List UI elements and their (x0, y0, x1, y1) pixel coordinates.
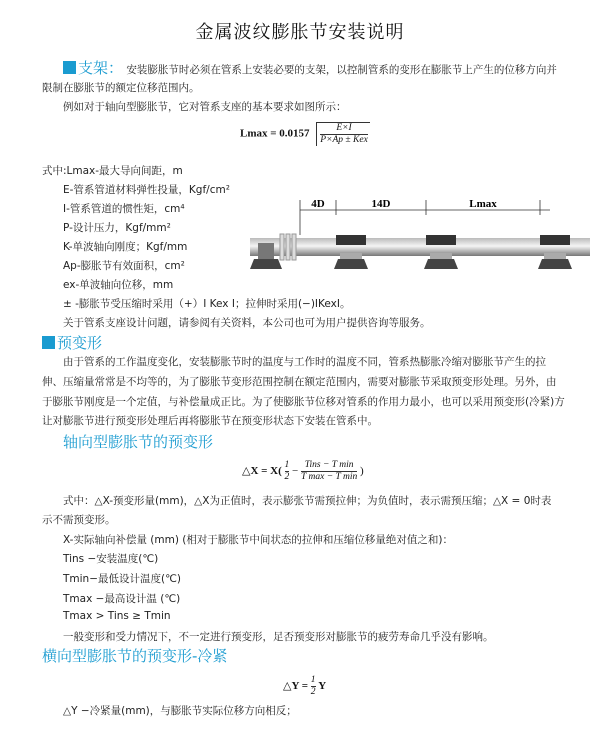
fixed-support (258, 243, 274, 259)
def-line: ex-单波轴向位移，mm (63, 279, 174, 291)
support-heading: 支架： (63, 59, 123, 77)
dim-label-lmax: Lmax (469, 198, 497, 210)
def-line: △Y −冷紧量(mm)，与膨胀节实际位移方向相反； (63, 705, 297, 717)
def-line: I-管系管道的惯性矩，cm⁴ (63, 203, 185, 215)
paragraph-text: 限制在膨胀节的额定位移范围内。 (42, 82, 200, 94)
def-line: Tmin−最低设计温度(℃) (63, 573, 181, 585)
dim-label-14d: 14D (371, 198, 391, 210)
page-title: 金属波纹膨胀节安装说明 (195, 22, 405, 43)
square-bullet-icon (63, 61, 76, 74)
def-line: 关于管系支座设计问题，请参阅有关资料，本公司也可为用户提供咨询等服务。 (63, 317, 431, 329)
paragraph-text: 由于管系的工作温度变化，安装膨胀节时的温度与工作时的温度不同，管系热膨胀冷缩对膨胀节产生的拉 (63, 356, 546, 368)
lateral-heading: 横向型膨胀节的预变形-冷紧 (42, 647, 228, 665)
def-line: Ap-膨胀节有效面积，cm² (63, 260, 185, 272)
square-bullet-icon (42, 336, 55, 349)
axial-heading: 轴向型膨胀节的预变形 (63, 433, 214, 451)
support-section (63, 57, 557, 78)
def-line: Tmax > Tins ≥ Tmin (63, 610, 171, 622)
def-line: Tins −安装温度(℃) (63, 553, 159, 565)
def-line: X-实际轴向补偿量 (mm) (相对于膨胀节中间状态的拉伸和压缩位移量绝对值之和)： (63, 534, 453, 546)
support-base (250, 259, 282, 269)
def-line: 一般变形和受力情况下，不一定进行预变形，足否预变形对膨胀节的疲劳寿命几乎没有影响。 (63, 631, 494, 643)
pipe (250, 238, 590, 256)
def-line: K-单波轴向刚度；Kgf/mm (63, 241, 188, 253)
dimension-lines (300, 200, 550, 235)
def-line: ± -膨胀节受压缩时采用（+）I Kex I；拉伸时采用(−)IKexI。 (63, 298, 351, 310)
dim-label-4d: 4D (311, 198, 325, 210)
paragraph-text: 例如对于轴向型膨胀节，它对管系支座的基本要求如图所示： (63, 101, 347, 113)
bellows (280, 234, 296, 260)
paragraph-text: 安装膨胀节时必须在管系上安装必要的支架，以控制管系的变形在膨胀节上产生的位移方向并 (126, 64, 557, 76)
pipe-support-diagram (250, 195, 590, 275)
def-line: E-管系管道材料弹性投量，Kgf/cm² (63, 184, 230, 196)
lmax-formula: Lmax = 0.0157 $\frac{E\times I}{\text{P×Ap ± Kex}}$ (240, 123, 368, 145)
def-line: P-设计压力，Kgf/mm² (63, 222, 171, 234)
paragraph-text: 让对膨胀节进行预变形处理后再将膨胀节在预变形状态下安装在管系中。 (42, 415, 378, 427)
delta-y-formula: △Y = $\frac{1}{2}$ Y (283, 675, 327, 697)
paragraph-text: 伸、压缩量常常是不均等的，为了膨胀节变形范围控制在额定范围内，需要对膨胀节采取预变形处理。另外，由 (42, 376, 557, 388)
def-line: 式中：△X-预变形量(mm)，△X为正值时，表示膨张节需预拉伸；为负值时，表示需预压缩；△X = 0时表 (63, 495, 552, 507)
paragraph-text: 于膨胀节刚度是一个定值，与补偿量成正比。为了使膨胀节位移对管系的作用力最小，也可以采用预变形(冷紧)方 (42, 396, 565, 408)
def-line: 式中:Lmax-最大导向间距，m (42, 165, 183, 177)
def-line: 示不需预变形。 (42, 514, 116, 526)
delta-x-formula: △X = X( $\frac{1}{2}$ − $\frac{\text{Tins − T min}}{\text{T max − T min}}$ ) (242, 460, 364, 482)
def-line: Tmax −最高设计温 (℃) (63, 593, 181, 605)
predeform-heading: 预变形 (42, 332, 102, 353)
